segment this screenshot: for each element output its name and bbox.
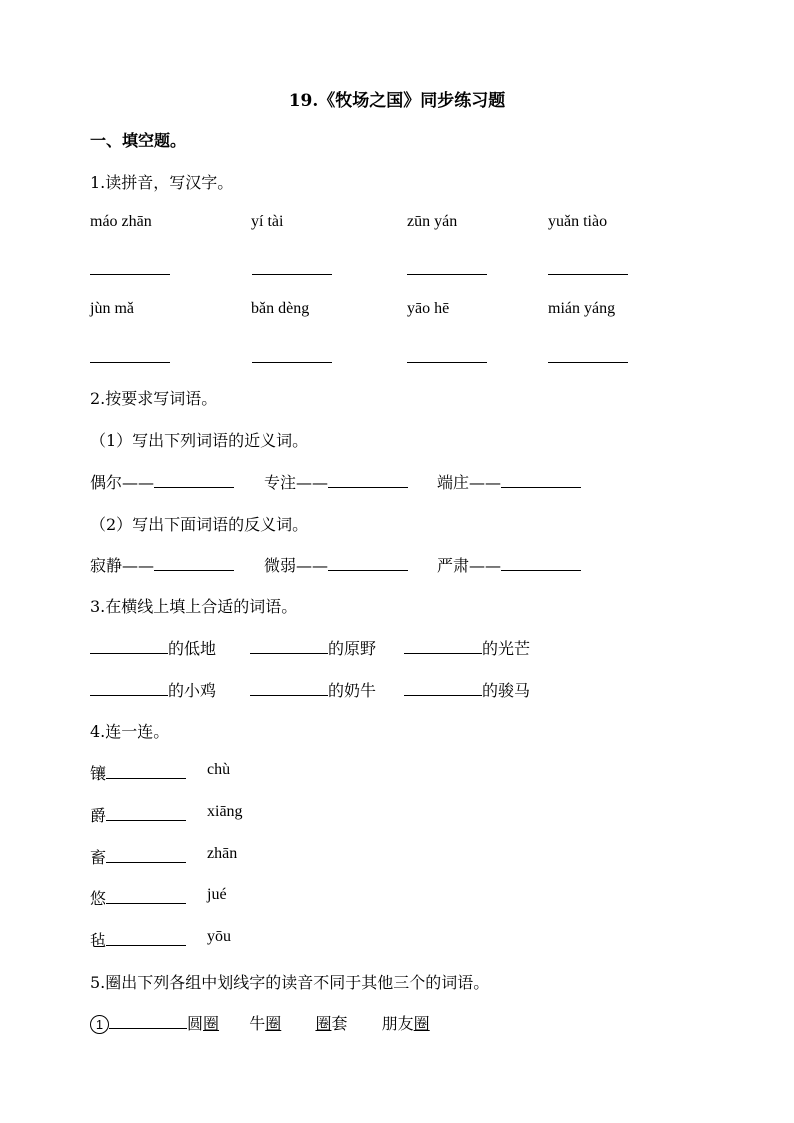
phrase-item xyxy=(404,678,530,701)
synonym-item xyxy=(437,470,581,493)
match-char: 毡 xyxy=(90,931,107,950)
match-line[interactable] xyxy=(106,929,186,946)
question-3-label: 3.在横线上填上合适的词语。 xyxy=(90,597,298,616)
page-title: 19.《牧场之国》同步练习题 xyxy=(288,91,506,111)
answer-blank[interactable] xyxy=(154,471,234,488)
answer-blank[interactable] xyxy=(501,471,581,488)
answer-blank[interactable] xyxy=(90,274,170,275)
question-2-label: 2.按要求写词语。 xyxy=(90,389,218,408)
pinyin-1: máo zhān xyxy=(90,213,152,230)
antonym-word: 寂静—— xyxy=(90,556,155,575)
antonym-word: 严肃—— xyxy=(437,556,502,575)
synonym-word: 偶尔—— xyxy=(90,473,155,492)
answer-blank[interactable] xyxy=(90,679,168,696)
word-option[interactable]: 朋友圈 xyxy=(381,1014,430,1033)
match-char: 畜 xyxy=(90,848,107,867)
answer-blank[interactable] xyxy=(404,679,482,696)
answer-blank[interactable] xyxy=(90,362,170,363)
match-pinyin: xiāng xyxy=(207,803,243,820)
answer-blank[interactable] xyxy=(90,637,168,654)
question-1-label: 1.读拼音，写汉字。 xyxy=(90,173,234,192)
phrase-suffix: 的低地 xyxy=(168,639,217,658)
synonym-item xyxy=(90,470,234,493)
question-2-sub-2: （2）写出下面词语的反义词。 xyxy=(90,515,309,534)
antonym-item xyxy=(90,553,234,576)
match-char: 镶 xyxy=(90,764,107,783)
phrase-item xyxy=(404,636,530,659)
question-5-label: 5.圈出下列各组中划线字的读音不同于其他三个的词语。 xyxy=(90,973,490,992)
pinyin-7: yāo hē xyxy=(407,300,450,317)
answer-blank[interactable] xyxy=(407,362,487,363)
phrase-suffix: 的奶牛 xyxy=(328,681,377,700)
section-heading: 一、填空题。 xyxy=(90,131,187,150)
phrase-item xyxy=(250,678,376,701)
pinyin-8: mián yáng xyxy=(548,300,616,317)
antonym-item xyxy=(437,553,581,576)
answer-blank[interactable] xyxy=(250,679,328,696)
answer-blank[interactable] xyxy=(407,274,487,275)
question-4-label: 4.连一连。 xyxy=(90,722,170,741)
pinyin-3: zūn yán xyxy=(407,213,458,230)
answer-blank[interactable] xyxy=(548,362,628,363)
synonym-word: 专注—— xyxy=(264,473,329,492)
pinyin-6: bǎn dèng xyxy=(251,300,310,317)
question-5-group-1 xyxy=(90,1011,430,1034)
match-row xyxy=(90,845,186,868)
match-row xyxy=(90,886,186,909)
phrase-suffix: 的骏马 xyxy=(482,681,531,700)
phrase-suffix: 的光芒 xyxy=(482,639,531,658)
answer-blank[interactable] xyxy=(404,637,482,654)
pinyin-5: jùn mǎ xyxy=(90,300,134,317)
match-line[interactable] xyxy=(106,762,186,779)
match-row xyxy=(90,803,186,826)
answer-blank[interactable] xyxy=(109,1012,187,1029)
answer-blank[interactable] xyxy=(328,554,408,571)
answer-blank[interactable] xyxy=(548,274,628,275)
match-row xyxy=(90,928,186,951)
match-line[interactable] xyxy=(106,804,186,821)
circled-number: 1 xyxy=(90,1015,109,1034)
phrase-suffix: 的小鸡 xyxy=(168,681,217,700)
word-option[interactable]: 圆圈 xyxy=(187,1014,220,1033)
answer-blank[interactable] xyxy=(154,554,234,571)
synonym-word: 端庄—— xyxy=(437,473,502,492)
match-pinyin: yōu xyxy=(207,928,231,945)
phrase-suffix: 的原野 xyxy=(328,639,377,658)
match-pinyin: zhān xyxy=(207,845,238,862)
phrase-item xyxy=(90,678,216,701)
match-row xyxy=(90,761,186,784)
question-2-sub-1: （1）写出下列词语的近义词。 xyxy=(90,431,309,450)
antonym-item xyxy=(264,553,408,576)
match-char: 悠 xyxy=(90,889,107,908)
word-option[interactable]: 牛圈 xyxy=(249,1014,282,1033)
synonym-item xyxy=(264,470,408,493)
phrase-item xyxy=(90,636,216,659)
answer-blank[interactable] xyxy=(501,554,581,571)
phrase-item xyxy=(250,636,376,659)
pinyin-4: yuǎn tiào xyxy=(548,213,608,230)
antonym-word: 微弱—— xyxy=(264,556,329,575)
match-pinyin: chù xyxy=(207,761,231,778)
answer-blank[interactable] xyxy=(252,274,332,275)
answer-blank[interactable] xyxy=(250,637,328,654)
answer-blank[interactable] xyxy=(252,362,332,363)
match-char: 爵 xyxy=(90,806,107,825)
answer-blank[interactable] xyxy=(328,471,408,488)
match-line[interactable] xyxy=(106,846,186,863)
match-line[interactable] xyxy=(106,887,186,904)
pinyin-2: yí tài xyxy=(251,213,284,230)
word-option[interactable]: 圈套 xyxy=(315,1014,348,1033)
match-pinyin: jué xyxy=(207,886,227,903)
